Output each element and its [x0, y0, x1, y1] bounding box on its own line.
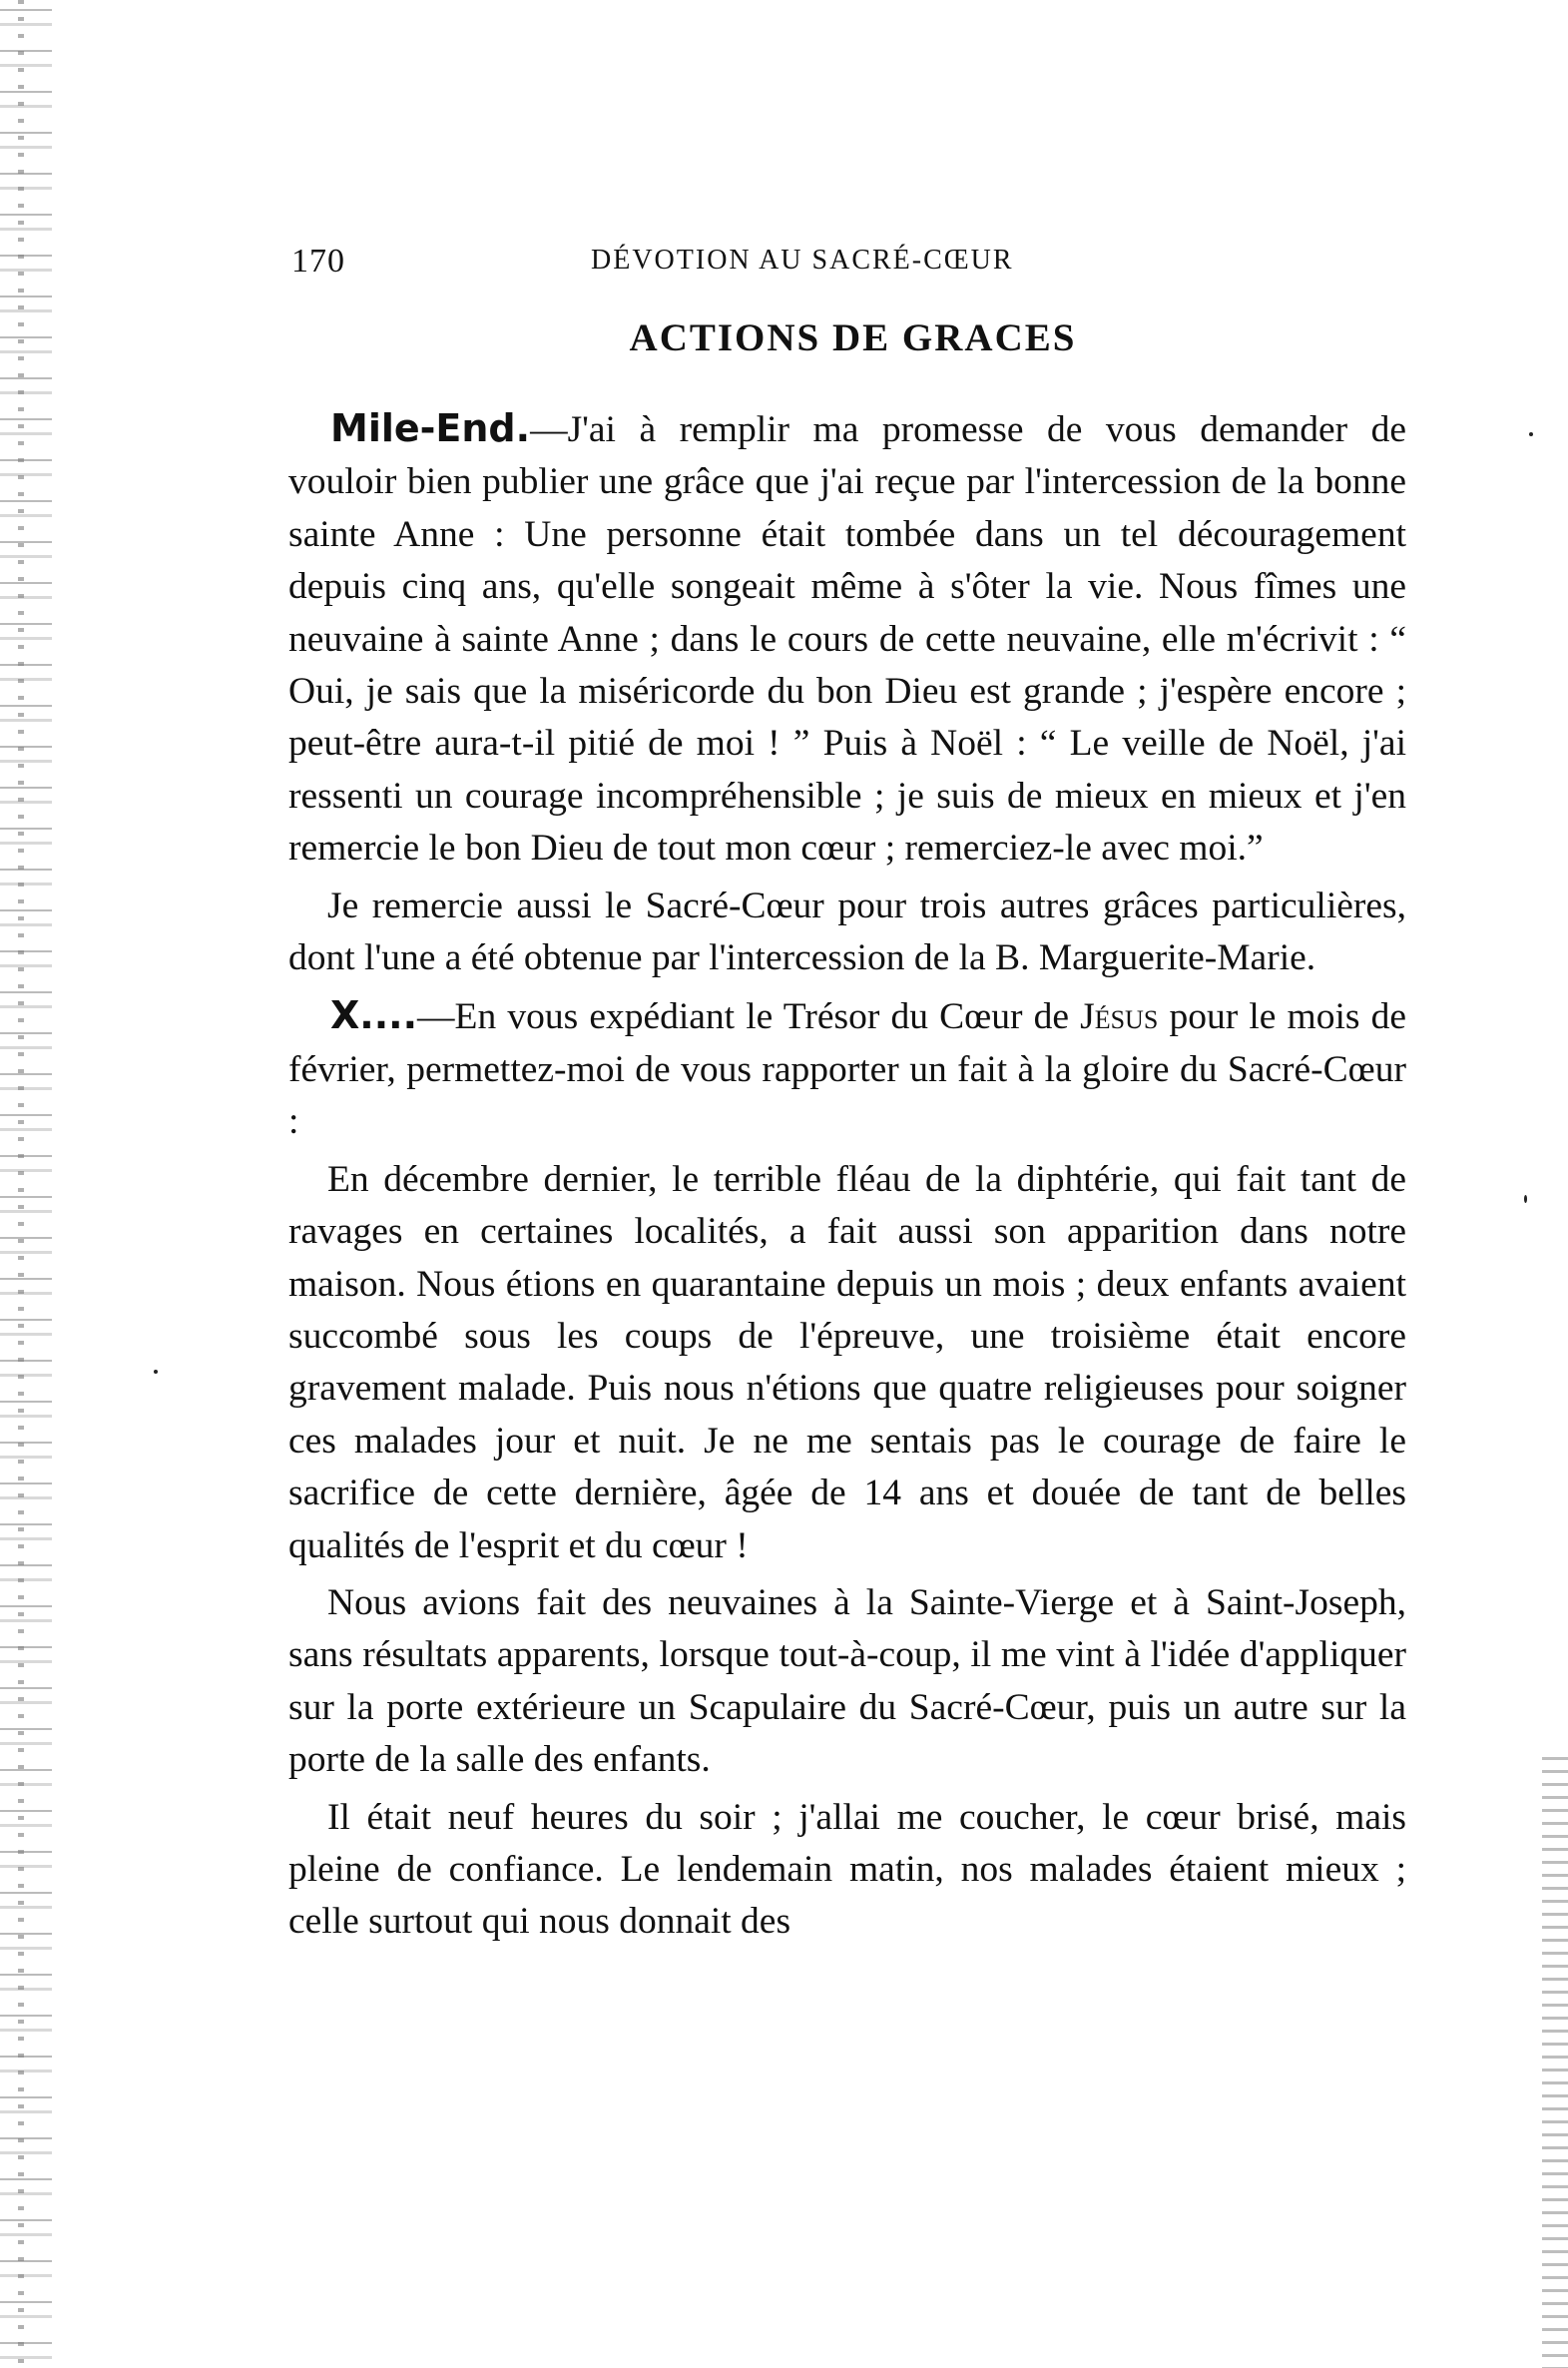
- body-text: [288, 402, 1406, 1954]
- paragraph: [288, 1577, 1406, 1787]
- scan-edge-artifact-right: [1542, 1757, 1568, 2368]
- paragraph-text: Je remercie aussi le Sacré-Cœur pour trois autres grâces particulières, dont l'une a été obtenue par l'intercession de la B. Marguerite-Marie.: [288, 885, 1406, 979]
- running-title: DÉVOTION AU SACRÉ-CŒUR: [591, 245, 1014, 276]
- scan-speck: [154, 1370, 158, 1374]
- scan-edge-artifact-left: [0, 0, 52, 2368]
- page-number: 170: [291, 243, 345, 280]
- paragraph-text: pour le mois de février, permettez-moi de vous rapporter un fait à la gloire du Sacré-Cœur :: [288, 996, 1406, 1143]
- scan-speck: [1529, 432, 1533, 436]
- paragraph: [288, 989, 1406, 1148]
- paragraph-text: En décembre dernier, le terrible fléau de la diphtérie, qui fait tant de ravages en certaines localités, a fait aussi son apparition dans notre maison. Nous étions en quarantaine depuis un mois ; deux enfants avaient succombé sous les coups de l'épreuve, une troisième était encore gravement malade. Puis nous n'étions que quatre religieuses pour soigner ces malades jour et nuit. Je ne me sentais pas le courage de faire le sacrifice de cette dernière, âgée de 14 ans et douée de tant de belles qualités de l'esprit et du cœur !: [288, 1158, 1406, 1566]
- running-head: [291, 243, 1414, 283]
- scan-speck: [1524, 1195, 1527, 1203]
- paragraph-text: —J'ai à remplir ma promesse de vous demander de vouloir bien publier une grâce que j'ai reçue par l'intercession de la bonne sainte Anne : Une personne était tombée dans un tel découragement depuis cinq ans, qu'elle songeait même à s'ôter la vie. Nous fîmes une neuvaine à sainte Anne ; dans le cours de cette neuvaine, elle m'écrivit : “ Oui, je sais que la miséricorde du bon Dieu est grande ; j'espère encore ; peut-être aura-t-il pitié de moi ! ” Puis à Noël : “ Le veille de Noël, j'ai ressenti un courage incompréhensible ; je suis de mieux en mieux et j'en remercie le bon Dieu de tout mon cœur ; remerciez-le avec moi.”: [288, 409, 1406, 870]
- paragraph-lead: X....: [330, 993, 418, 1038]
- section-title: ACTIONS DE GRACES: [629, 316, 1077, 359]
- paragraph-text: Nous avions fait des neuvaines à la Sainte-Vierge et à Saint-Joseph, sans résultats apparents, lorsque tout-à-coup, il me vint à l'idée d'appliquer sur la porte extérieure un Scapulaire du Sacré-Cœur, puis un autre sur la porte de la salle des enfants.: [288, 1581, 1406, 1781]
- paragraph: [288, 1792, 1406, 1949]
- paragraph-text: —En vous expédiant le Trésor du Cœur de: [417, 996, 1081, 1038]
- paragraph: [288, 402, 1406, 876]
- paragraph-lead: Mile-End.: [330, 406, 531, 450]
- paragraph-text: Il était neuf heures du soir ; j'allai me coucher, le cœur brisé, mais pleine de confiance. Le lendemain matin, nos malades étaient mieux ; celle surtout qui nous donnait des: [288, 1796, 1406, 1943]
- paragraph: [288, 1154, 1406, 1572]
- paragraph-smallcaps: Jésus: [1080, 996, 1159, 1038]
- paragraph: [288, 881, 1406, 985]
